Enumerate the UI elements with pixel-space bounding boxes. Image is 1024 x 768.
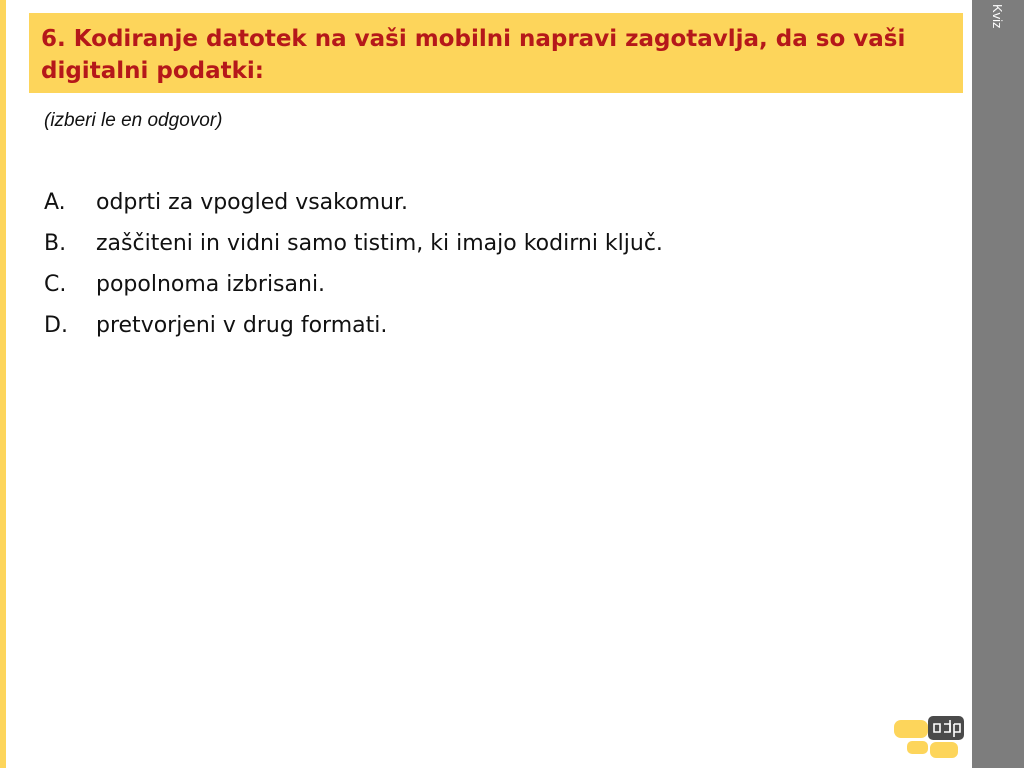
option-letter: D.: [44, 313, 68, 338]
option-text: pretvorjeni v drug formati.: [96, 313, 388, 338]
question-title: 6. Kodiranje datotek na vaši mobilni napravi zagotavlja, da so vaši digitalni podatki:: [41, 26, 906, 84]
answer-options: [44, 182, 663, 346]
option-text: popolnoma izbrisani.: [96, 272, 326, 297]
option-letter: B.: [44, 231, 67, 256]
answer-option-d[interactable]: [44, 305, 663, 346]
answer-instruction: (izberi le en odgovor): [44, 110, 223, 131]
right-sidebar: [972, 0, 1024, 768]
answer-option-b[interactable]: [44, 223, 663, 264]
adp-logo-icon: [892, 714, 968, 762]
option-letter: C.: [44, 272, 67, 297]
left-accent-stripe: [0, 0, 6, 768]
option-letter: A.: [44, 190, 66, 215]
sidebar-label: Kviz: [990, 4, 1005, 29]
option-text: odprti za vpogled vsakomur.: [96, 190, 408, 215]
option-text: zaščiteni in vidni samo tistim, ki imajo kodirni ključ.: [96, 231, 663, 256]
answer-option-c[interactable]: [44, 264, 663, 305]
answer-option-a[interactable]: [44, 182, 663, 223]
question-title-box: [29, 13, 963, 93]
